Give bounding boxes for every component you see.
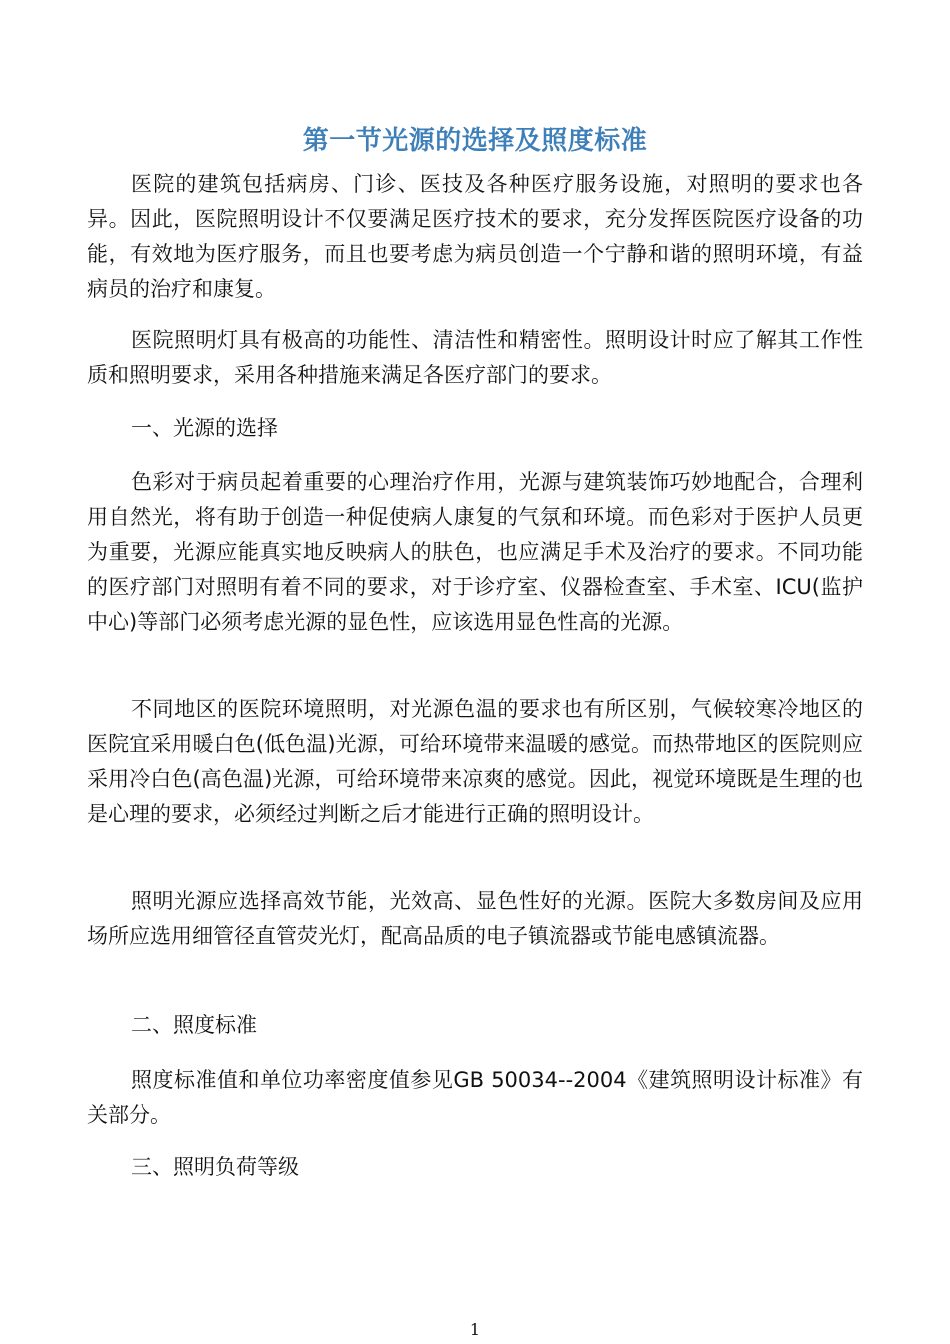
paragraph-illuminance-standard: 照度标准值和单位功率密度值参见GB 50034--2004《建筑照明设计标准》有关部分。: [87, 1068, 863, 1127]
page-title: 第一节光源的选择及照度标准: [302, 126, 648, 157]
paragraph-energy-saving: 照明光源应选择高效节能，光效高、显色性好的光源。医院大多数房间及应用场所应选用细管径直管荧光灯，配高品质的电子镇流器或节能电感镇流器。: [87, 889, 863, 948]
paragraph-intro: 医院的建筑包括病房、门诊、医技及各种医疗服务设施，对照明的要求也各异。因此，医院照明设计不仅要满足医疗技术的要求，充分发挥医院医疗设备的功能，有效地为医疗服务，而且也要考虑为病员创造一个宁静和谐的照明环境，有益病员的治疗和康复。: [87, 172, 863, 301]
paragraph-color-temperature: 不同地区的医院环境照明，对光源色温的要求也有所区别，气候较寒冷地区的医院宜采用暖白色(低色温)光源，可给环境带来温暖的感觉。而热带地区的医院则应采用冷白色(高色温)光源，可给环境带来凉爽的感觉。因此，视觉环境既是生理的也是心理的要求，必须经过判断之后才能进行正确的照明设计。: [87, 697, 863, 826]
paragraph-lighting-fixtures: 医院照明灯具有极高的功能性、清洁性和精密性。照明设计时应了解其工作性质和照明要求，采用各种措施来满足各医疗部门的要求。: [87, 328, 863, 387]
section-heading-illuminance: 二、照度标准: [131, 1013, 257, 1037]
paragraph-color: 色彩对于病员起着重要的心理治疗作用，光源与建筑装饰巧妙地配合，合理利用自然光，将有助于创造一种促使病人康复的气氛和环境。而色彩对于医护人员更为重要，光源应能真实地反映病人的肤色，也应满足手术及治疗的要求。不同功能的医疗部门对照明有着不同的要求，对于诊疗室、仪器检查室、手术室、ICU(监护中心)等部门必须考虑光源的显色性，应该选用显色性高的光源。: [87, 470, 863, 634]
section-heading-light-source: 一、光源的选择: [131, 416, 278, 440]
page-number: 1: [469, 1320, 481, 1339]
section-heading-load-grade: 三、照明负荷等级: [131, 1155, 299, 1179]
